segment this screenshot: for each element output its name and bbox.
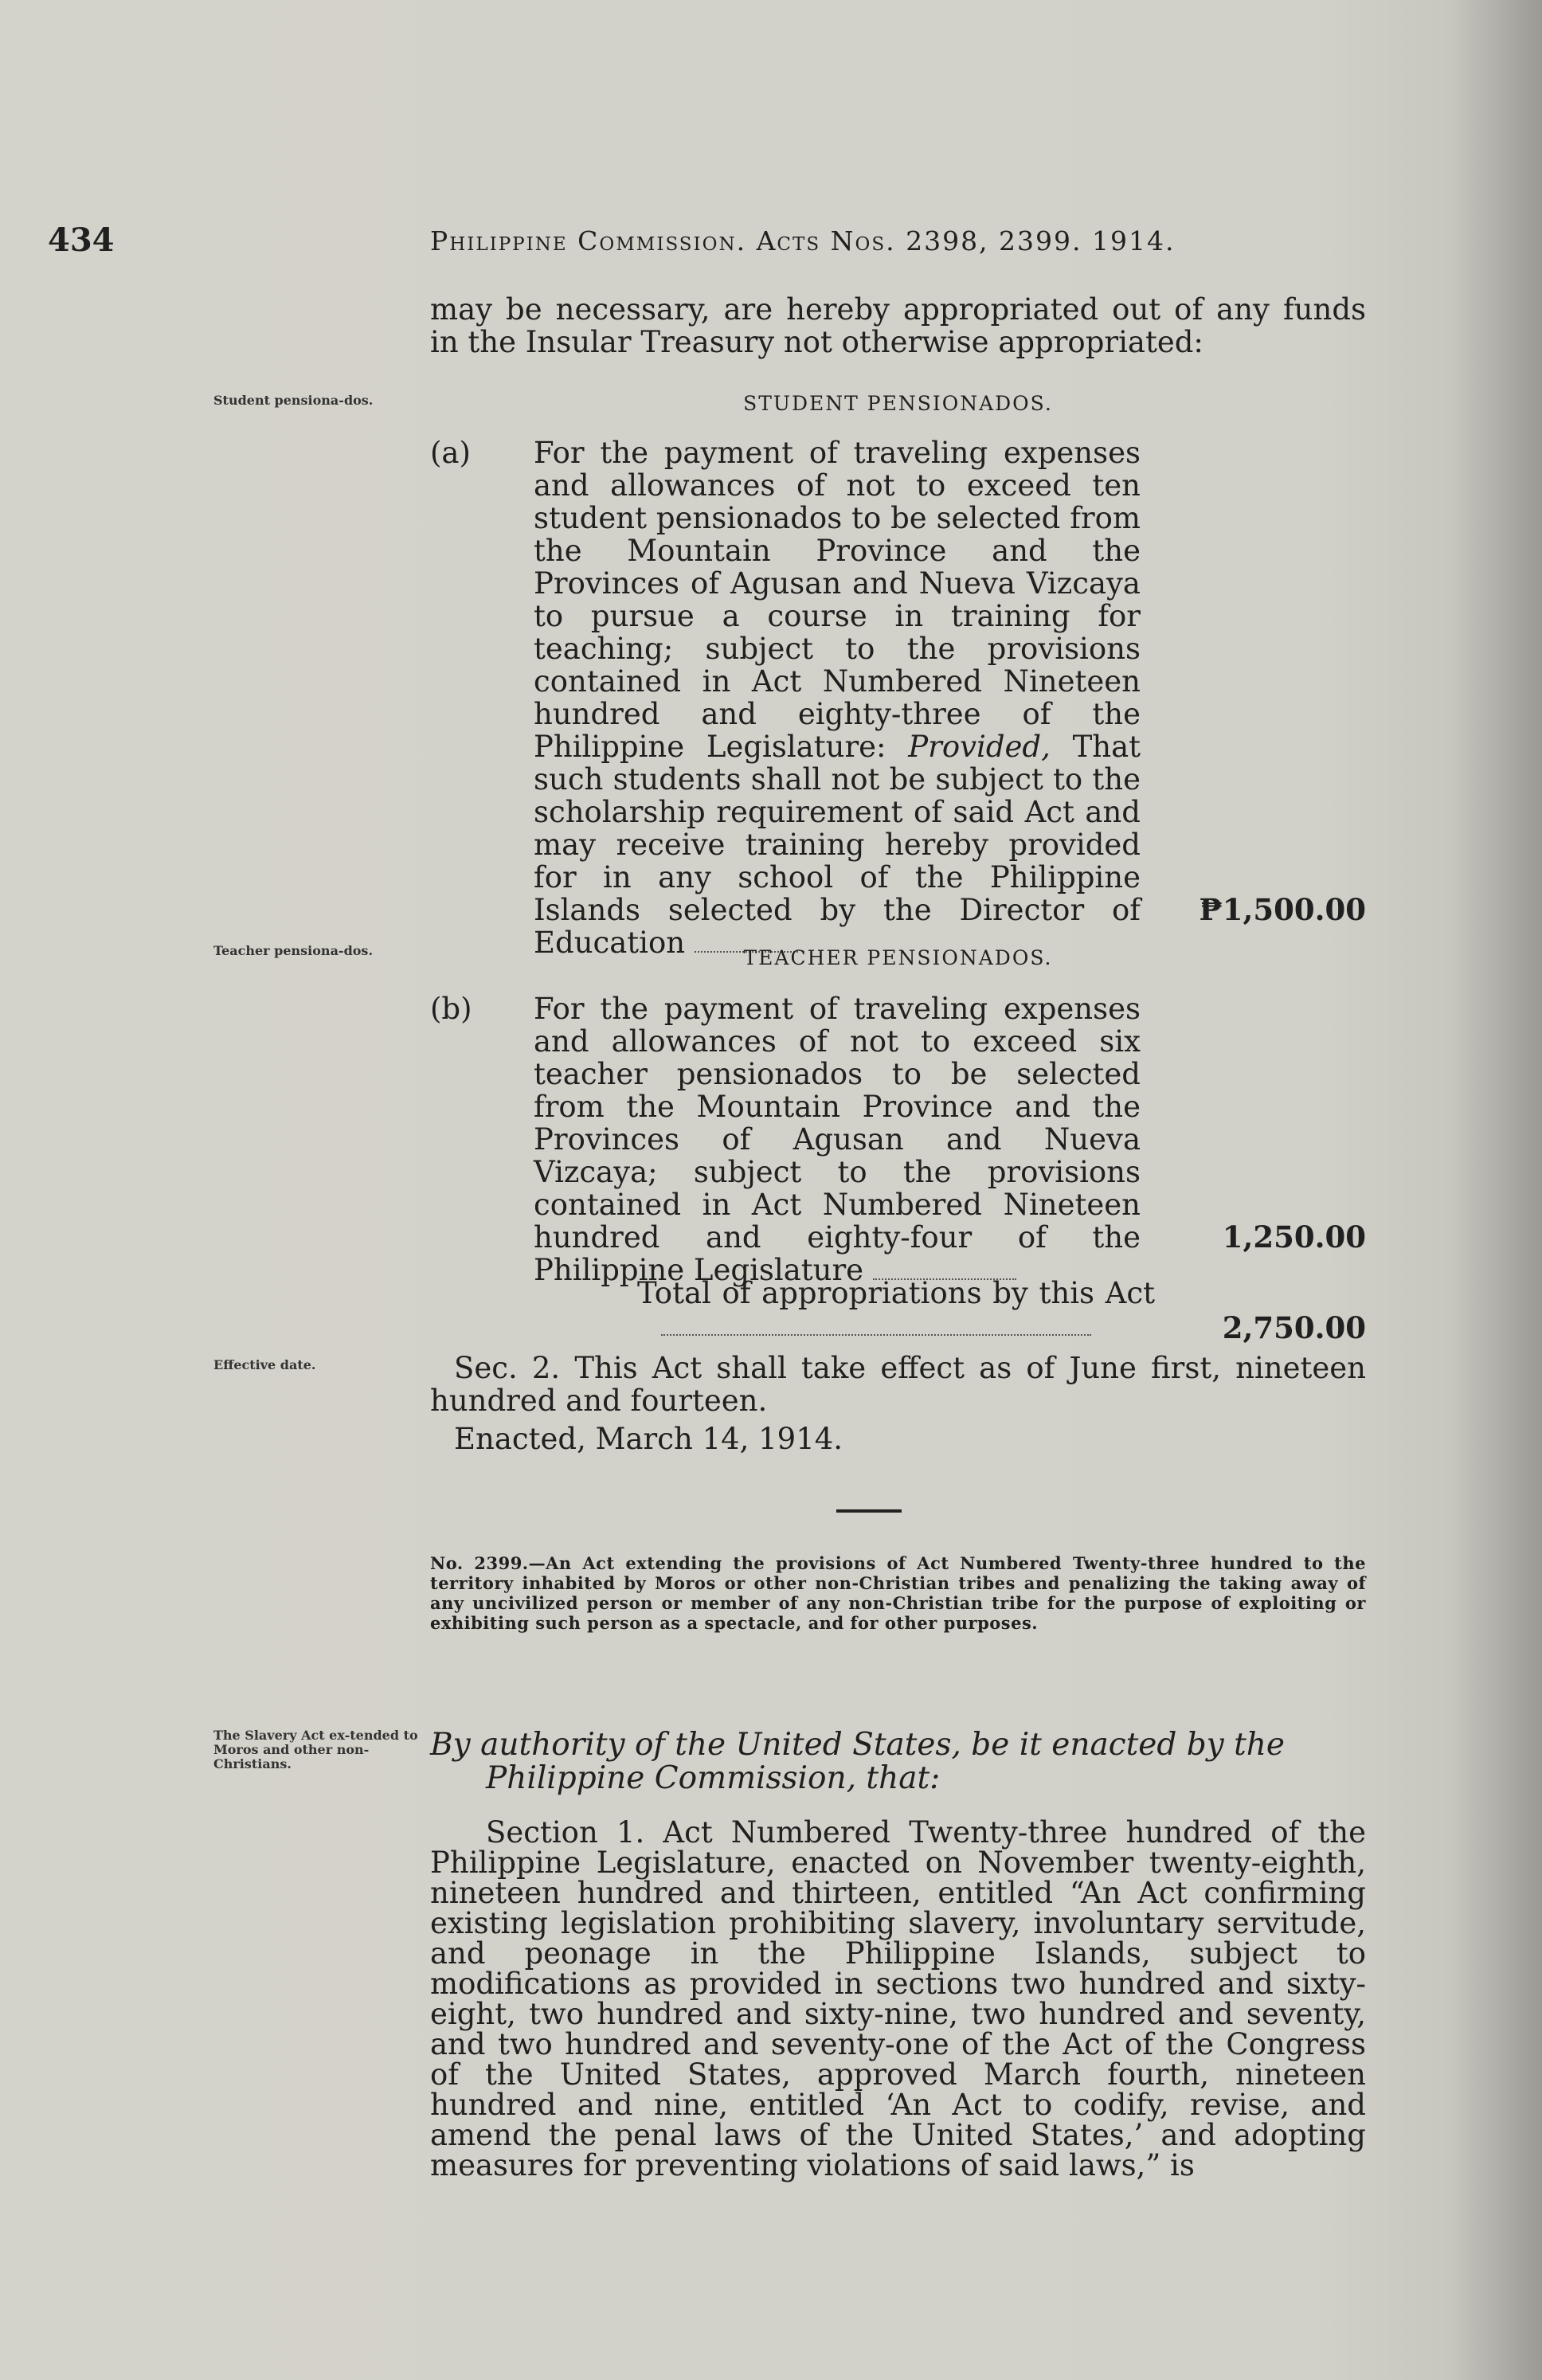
teacher-amount: 1,250.00 bbox=[1222, 1219, 1366, 1255]
total-label-text: Total of appropriations by this Act bbox=[637, 1276, 1155, 1310]
margin-note-teacher: Teacher pensiona-dos. bbox=[213, 943, 374, 958]
student-heading: STUDENT PENSIONADOS. bbox=[743, 392, 1053, 415]
page-number: 434 bbox=[48, 221, 115, 259]
total-amount: 2,750.00 bbox=[1222, 1310, 1366, 1345]
enacting-line-1: By authority of the United States, be it enacted by the bbox=[430, 1727, 1285, 1763]
student-amount: ₱1,500.00 bbox=[1199, 892, 1366, 927]
teacher-heading: TEACHER PENSIONADOS. bbox=[743, 946, 1053, 969]
student-item-text bbox=[534, 436, 1141, 959]
enacting-clause bbox=[430, 1728, 1366, 1795]
leader-dots bbox=[661, 1334, 1091, 1336]
section-2: Sec. 2. This Act shall take effect as of June first, nineteen hundred and fourteen. bbox=[430, 1351, 1366, 1418]
teacher-item bbox=[430, 992, 1366, 1287]
teacher-item-label: (b) bbox=[430, 992, 472, 1026]
student-text-italic: Provided, bbox=[908, 730, 1051, 764]
total-label bbox=[637, 1277, 1155, 1342]
intro-paragraph: may be necessary, are hereby appropriated out of any funds in the Insular Treasury not otherwise appropriated: bbox=[430, 292, 1366, 359]
section-1: Section 1. Act Numbered Twenty-three hundred of the Philippine Legislature, enacted on November twenty-eighth, nineteen hundred and thirteen, entitled “An Act confirming existing legislation prohibiting slavery, involuntary servitude, and peonage in the Philippine Islands, subject to modifications as provided in sections two hundred and sixty-eight, two hundred and sixty-nine, two hundred and seventy, and two hundred and seventy-one of the Act of the Congress of the United States, approved March fourth, nineteen hundred and nine, entitled ‘An Act to codify, revise, and amend the penal laws of the United States,’ and adopting measures for preventing violations of said laws,” is bbox=[430, 1815, 1366, 2182]
teacher-text: For the payment of traveling expenses and allowances of not to exceed six teacher pensionados to be selected from the Mountain Province and the Provinces of Agusan and Nueva Vizcaya; subject to the provisions contained in Act Numbered Nineteen hundred and eighty-four of the Philippine Legislature bbox=[534, 992, 1141, 1287]
student-text-post: That such students shall not be subject to the scholarship requirement of said Act and may receive training hereby provided for in any school of the Philippine Islands selected by the Director of Education bbox=[534, 730, 1141, 960]
total-row bbox=[430, 1277, 1366, 1349]
margin-note-effective: Effective date. bbox=[213, 1357, 316, 1372]
teacher-item-text bbox=[534, 992, 1141, 1286]
student-item-label: (a) bbox=[430, 436, 471, 470]
margin-note-slavery: The Slavery Act ex-tended to Moros and other non-Christians. bbox=[213, 1728, 418, 1771]
running-head: Philippine Commission. Acts Nos. 2398, 2399. 1914. bbox=[430, 225, 1176, 256]
margin-note-student: Student pensiona-dos. bbox=[213, 393, 374, 408]
act-2399-title: No. 2399.—An Act extending the provisions of Act Numbered Twenty-three hundred to the territory inhabited by Moros or other non-Christian tribes and penalizing the taking away of any uncivilized person or member of any non-Christian tribe for the purpose of exploiting or exhibiting such person as a spectacle, and for other purposes. bbox=[430, 1553, 1366, 1633]
enacting-line-2: Philippine Commission, that: bbox=[486, 1760, 941, 1796]
student-text-pre: For the payment of traveling expenses and allowances of not to exceed ten student pensionados to be selected from the Mountain Province and the Provinces of Agusan and Nueva Vizcaya to pursue a course in training for teaching; subject to the provisions contained in Act Numbered Nineteen hundred and eighty-three of the Philippine Legislature: bbox=[534, 436, 1141, 764]
section-divider bbox=[836, 1509, 902, 1513]
enacted-date: Enacted, March 14, 1914. bbox=[454, 1422, 843, 1456]
